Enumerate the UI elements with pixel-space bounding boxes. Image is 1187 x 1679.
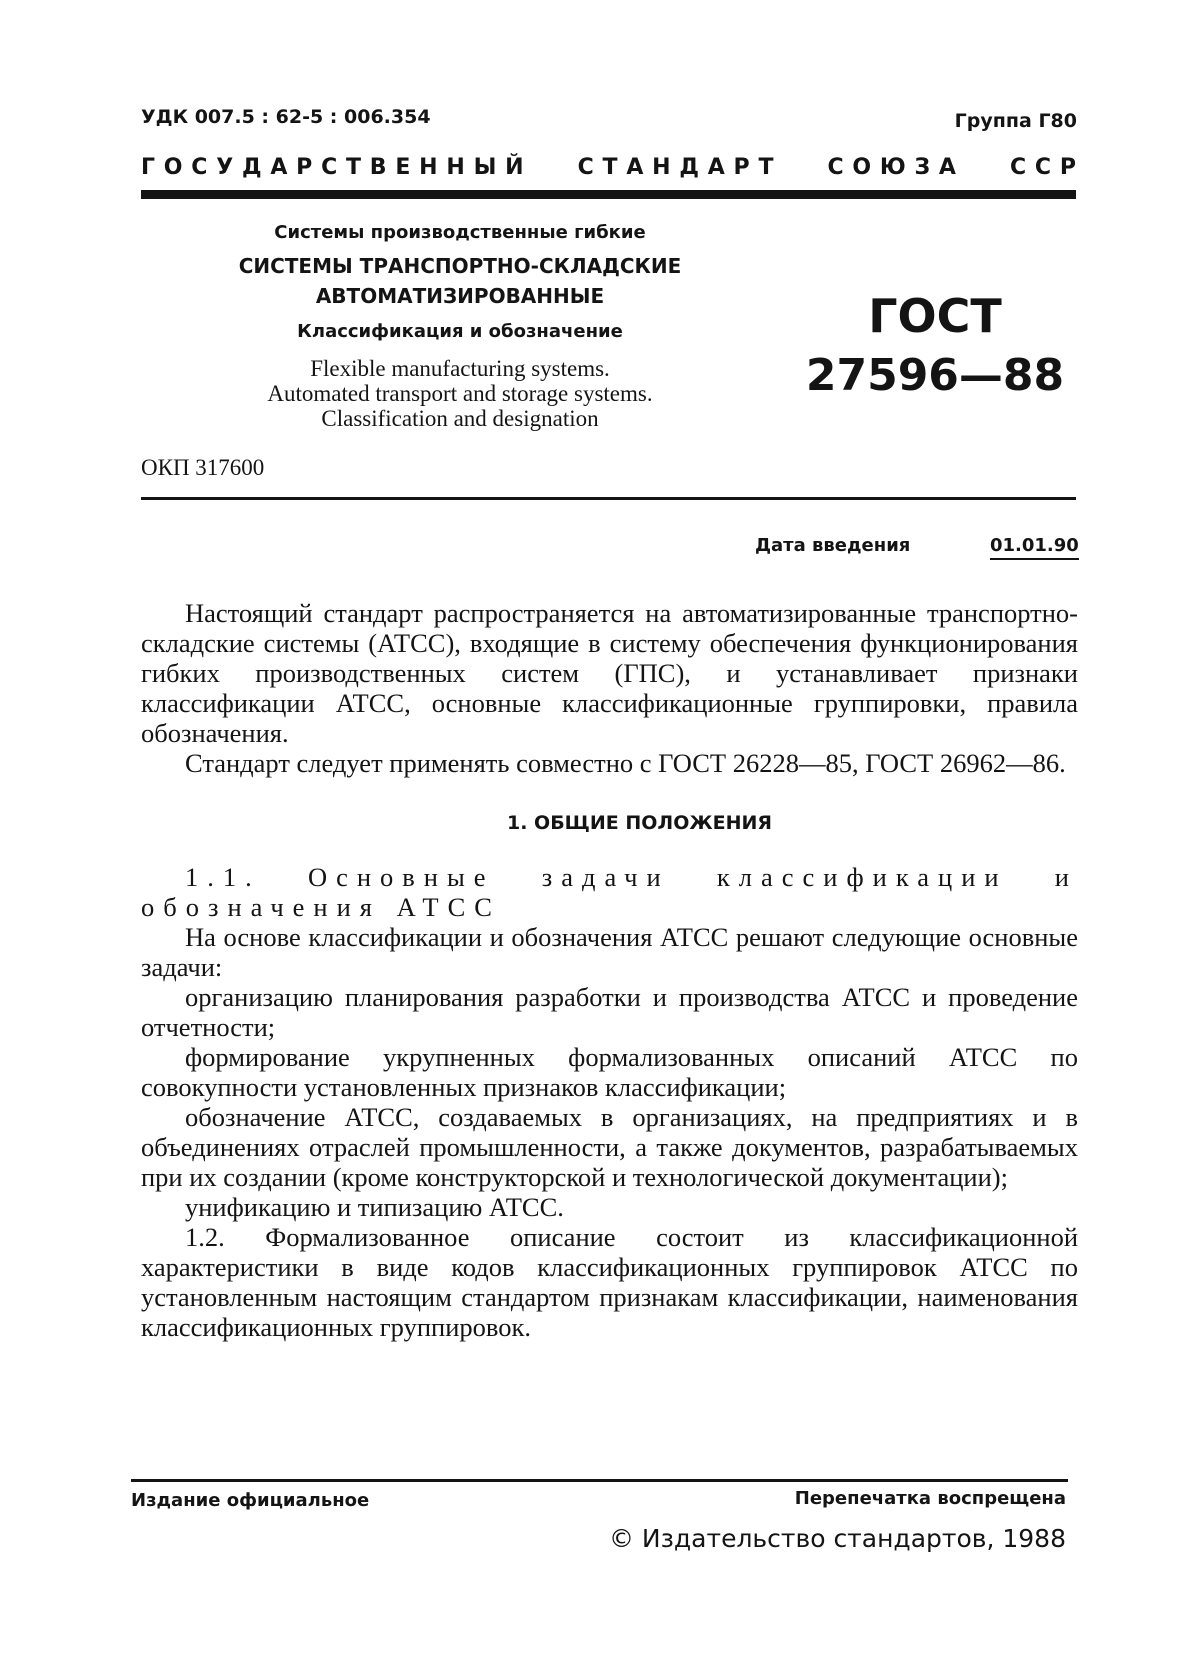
section-heading: 1. ОБЩИЕ ПОЛОЖЕНИЯ — [506, 812, 773, 834]
gost-label: ГОСТ — [868, 289, 1002, 343]
task-item: обозначение АТСС, создаваемых в организациях, на предприятиях и в объединениях отраслей промышленности, а также документов, разрабатываемых при их создании (кроме конструкторской и технологической документации); — [141, 1102, 1078, 1192]
gost-number: 27596—88 — [805, 350, 1065, 401]
title-line-2: СИСТЕМЫ ТРАНСПОРТНО-СКЛАДСКИЕ — [238, 254, 682, 278]
header-thick-rule — [141, 190, 1076, 199]
group-code: Группа Г80 — [954, 110, 1077, 132]
state-title-word: С О Ю З А — [827, 155, 956, 180]
okp-code: ОКП 317600 — [141, 455, 265, 480]
task-item: организацию планирования разработки и производства АТСС и проведение отчетности; — [141, 982, 1078, 1042]
paragraph-scope: Настоящий стандарт распространяется на автоматизированные транспортно-складские системы (АТСС), входящие в систему обеспечения функционирования гибких производственных систем (ГПС), и устанавливает признаки классификации АТСС, основные классификационные группировки, правила обозначения. — [141, 598, 1078, 748]
state-title-word: Г О С У Д А Р С Т В Е Н Н Ы Й — [141, 155, 524, 180]
date-label: Дата введения — [755, 535, 911, 556]
title-line-3: АВТОМАТИЗИРОВАННЫЕ — [315, 284, 605, 308]
state-standard-title — [141, 155, 1076, 180]
task-item: формирование укрупненных формализованных описаний АТСС по совокупности установленных признаков классификации; — [141, 1042, 1078, 1102]
gost-designation — [800, 288, 1070, 404]
udk-code: УДК 007.5 : 62-5 : 006.354 — [141, 106, 431, 128]
task-item: унификацию и типизацию АТСС. — [185, 1192, 564, 1222]
footer-rule — [131, 1479, 1068, 1482]
copyright: © Издательство стандартов, 1988 — [608, 1524, 1066, 1553]
body-text — [141, 598, 1078, 1342]
english-title-line-1: Flexible manufacturing systems. — [310, 356, 610, 381]
header-thin-rule — [141, 497, 1076, 500]
date-value: 01.01.90 — [990, 535, 1079, 560]
state-title-word: С Т А Н Д А Р Т — [577, 155, 774, 180]
paragraph-tasks-intro: На основе классификации и обозначения АТСС решают следующие основные задачи: — [141, 922, 1078, 982]
clause-1-2: 1.2. Формализованное описание состоит из классификационной характеристики в виде кодов классификационных группировок АТСС по установленным настоящим стандартом признакам классификации, наименования классификационных группировок. — [141, 1222, 1078, 1342]
title-line-1: Системы производственные гибкие — [274, 222, 646, 243]
title-line-4: Классификация и обозначение — [297, 321, 623, 342]
english-title-line-2: Automated transport and storage systems. — [267, 381, 653, 406]
english-title — [210, 356, 710, 431]
official-edition: Издание официальное — [131, 1490, 370, 1511]
state-title-word: С С Р — [1009, 155, 1076, 180]
title-block — [210, 222, 710, 431]
clause-1-1-heading: 1.1. Основные задачи классификации и обозначения АТСС — [141, 862, 1078, 922]
reprint-prohibited: Перепечатка воспрещена — [794, 1488, 1066, 1509]
paragraph-references: Стандарт следует применять совместно с ГОСТ 26228—85, ГОСТ 26962—86. — [185, 748, 1066, 778]
english-title-line-3: Classification and designation — [321, 406, 599, 431]
